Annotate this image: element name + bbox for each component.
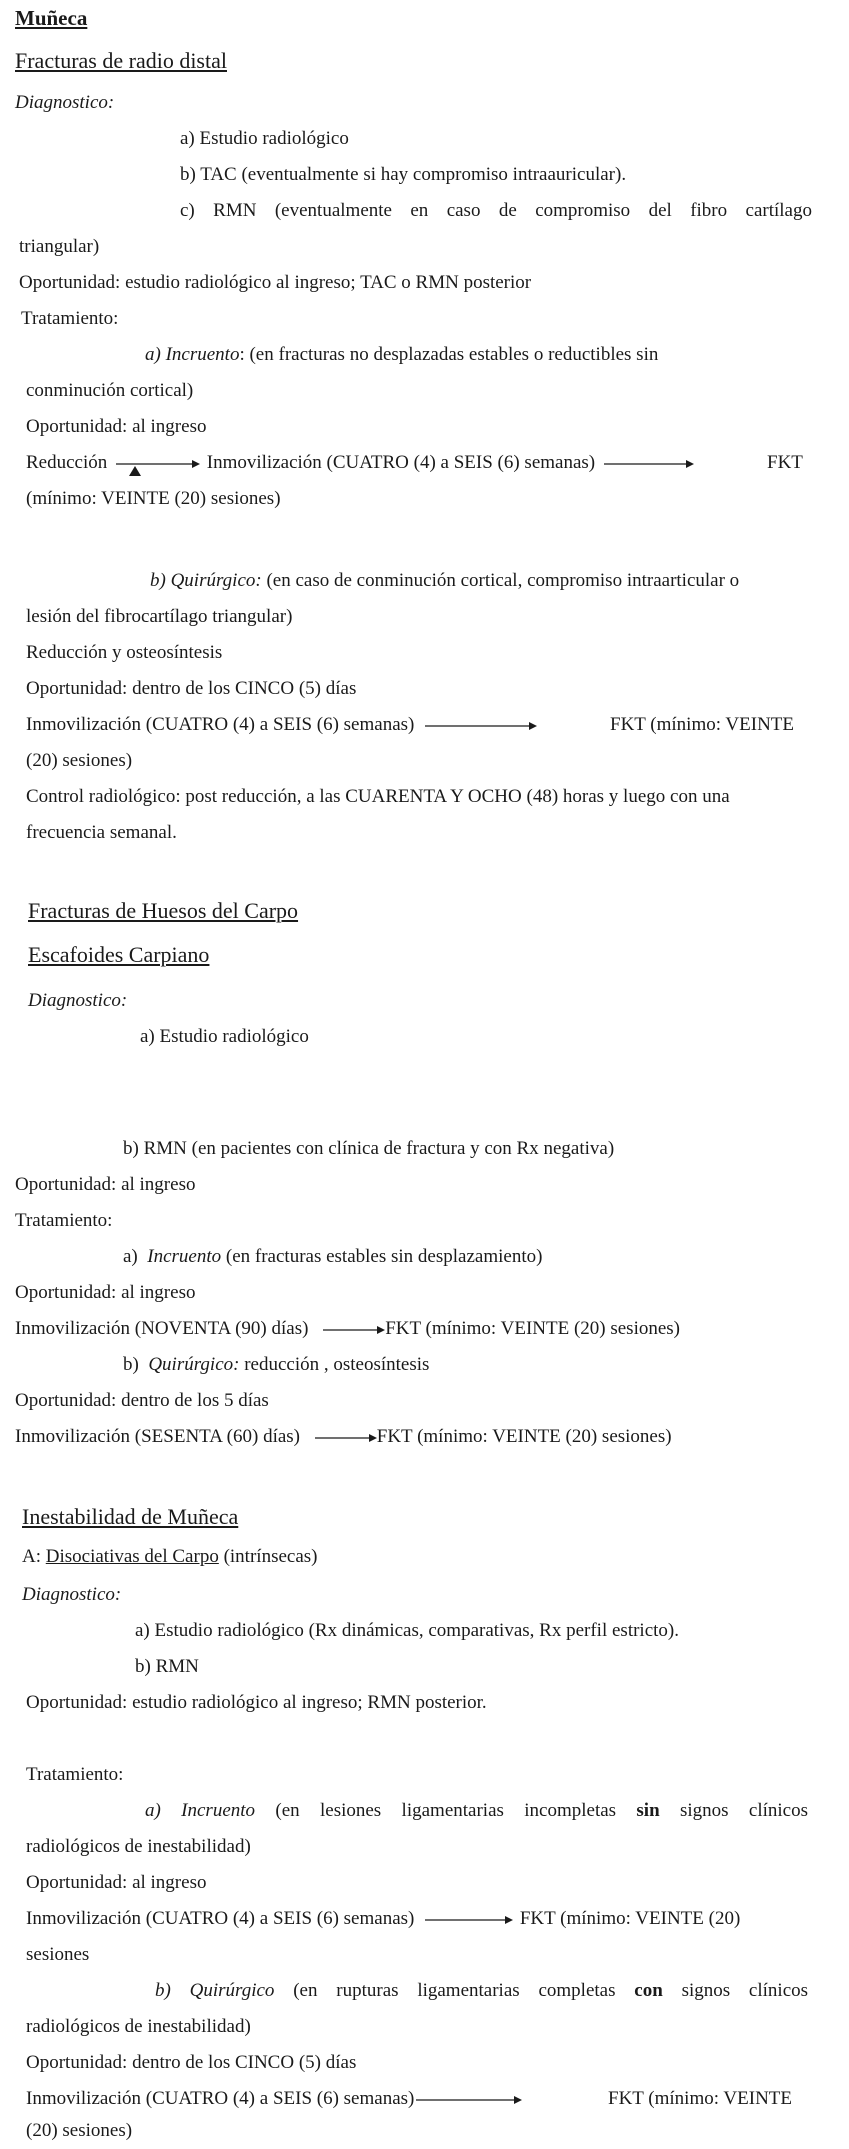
treatment-a-line [145,342,812,368]
treatment-a-oportunidad: Oportunidad: al ingreso [26,1872,207,1893]
treatment-b-text-cont: lesión del fibrocartílago triangular) [26,606,293,627]
treatment-a-label: Incruento [147,1246,222,1267]
oportunidad-text: Oportunidad: estudio radiológico al ingreso; TAC o RMN posterior [19,272,532,293]
flow-step-inmovilizacion: Inmovilización (CUATRO (4) a SEIS (6) semanas) [26,714,415,735]
treatment-b-oportunidad: Oportunidad: dentro de los 5 días [15,1390,269,1411]
treatment-a-text-cont: radiológicos de inestabilidad) [26,1836,251,1857]
treatment-b-line [150,568,810,594]
treatment-a-flow [15,1316,680,1342]
flow-sesiones: (mínimo: VEINTE (20) sesiones) [26,488,281,509]
flow-step-inmovilizacion: Inmovilización (SESENTA (60) días) [15,1426,301,1447]
control-radiologico-cont: frecuencia semanal. [26,822,177,843]
treatment-a-flow [26,450,696,476]
treatment-b-text: (en caso de conminución cortical, compromiso intraarticular o [266,570,740,591]
page-title: Muñeca [15,6,88,30]
arrow-icon [414,2093,524,2107]
treatment-b-oportunidad: Oportunidad: dentro de los CINCO (5) días [26,678,357,699]
diagnostico-label: Diagnostico: [28,990,128,1011]
flow-step-inmovilizacion: Inmovilización (NOVENTA (90) días) [15,1318,309,1339]
treatment-a-label: a) Incruento [145,344,240,365]
treatment-b-label: b) Quirúrgico [155,1980,275,2001]
section-heading-huesos-carpo: Fracturas de Huesos del Carpo [28,898,299,923]
treatment-b-label: Quirúrgico: [148,1354,240,1375]
tratamiento-label: Tratamiento: [15,1210,113,1231]
arrow-icon [313,1323,385,1337]
treatment-a-text: (en fracturas estables sin desplazamiento) [225,1246,543,1267]
treatment-b-text-cont: radiológicos de inestabilidad) [26,2016,251,2037]
oportunidad-text: Oportunidad: estudio radiológico al ingreso; RMN posterior. [26,1692,487,1713]
section-heading-radio-distal: Fracturas de radio distal [15,48,227,73]
subheading-escafoides: Escafoides Carpiano [28,942,210,967]
treatment-a-oportunidad: Oportunidad: al ingreso [26,416,207,437]
diag-item-b: b) RMN [135,1656,199,1677]
arrow-icon [419,719,539,733]
treatment-a-line: a) Incruento (en fracturas estables sin desplazamiento) [123,1246,543,1267]
subheading-disociativas: A: Disociativas del Carpo (intrínsecas) [22,1546,318,1567]
diagnostico-label: Diagnostico: [22,1584,122,1605]
treatment-a-line: a) Incruento (en lesiones ligamentarias incompletas sin signos clínicos [145,1800,808,1821]
flow-step-fkt: FKT (mínimo: VEINTE (20) sesiones) [376,1426,672,1447]
treatment-a-text: : (en fracturas no desplazadas estables o reductibles sin [239,344,659,365]
treatment-a-label: a) Incruento [145,1800,256,1821]
tratamiento-label: Tratamiento: [26,1764,124,1785]
flow-sesiones: (20) sesiones) [26,750,133,771]
control-radiologico: Control radiológico: post reducción, a las CUARENTA Y OCHO (48) horas y luego con una [26,786,730,807]
diag-item-a: a) Estudio radiológico [180,128,349,149]
diag-item-b: b) RMN (en pacientes con clínica de fractura y con Rx negativa) [123,1138,615,1159]
diag-item-c-cont: triangular) [19,236,100,257]
arrow-icon [600,457,696,471]
treatment-a-text-cont: conminución cortical) [26,380,194,401]
flow-step-fkt: FKT (mínimo: VEINTE (20) [519,1908,741,1929]
flow-step-reduccion: Reducción [26,452,108,473]
treatment-b-line: b) Quirúrgico: reducción , osteosíntesis [123,1354,430,1375]
diag-item-a: a) Estudio radiológico (Rx dinámicas, comparativas, Rx perfil estricto). [135,1620,679,1641]
flow-step-fkt: FKT [767,452,803,473]
treatment-b-label: b) Quirúrgico: [150,570,262,591]
treatment-b-flow [26,2086,524,2112]
treatment-b-reduccion: Reducción y osteosíntesis [26,642,223,663]
treatment-a-flow [26,1906,740,1932]
caret-mark-icon [128,466,142,478]
treatment-b-line: b) Quirúrgico (en rupturas ligamentarias completas con signos clínicos [155,1980,809,2001]
flow-step-inmovilizacion: Inmovilización (CUATRO (4) a SEIS (6) semanas) [206,452,596,473]
arrow-icon [112,457,202,471]
arrow-icon [419,1913,515,1927]
treatment-b-flow [26,712,539,738]
diag-item-a: a) Estudio radiológico [140,1026,309,1047]
diag-item-b: b) TAC (eventualmente si hay compromiso intraauricular). [180,164,627,185]
flow-sesiones: sesiones [26,1944,90,1965]
flow-step-inmovilizacion: Inmovilización (CUATRO (4) a SEIS (6) semanas) [26,2088,415,2109]
treatment-b-text: reducción , osteosíntesis [244,1354,430,1375]
flow-step-fkt: FKT (mínimo: VEINTE (20) sesiones) [385,1318,681,1339]
diag-item-c: c) RMN (eventualmente en caso de compromiso del fibro cartílago [180,200,812,221]
oportunidad-text: Oportunidad: al ingreso [15,1174,196,1195]
section-heading-inestabilidad: Inestabilidad de Muñeca [22,1504,239,1529]
flow-step-fkt: FKT (mínimo: VEINTE [610,714,795,735]
arrow-icon [305,1431,377,1445]
treatment-a-oportunidad: Oportunidad: al ingreso [15,1282,196,1303]
tratamiento-label: Tratamiento: [21,308,119,329]
flow-step-fkt: FKT (mínimo: VEINTE [608,2088,793,2109]
treatment-b-flow [15,1424,672,1450]
flow-step-inmovilizacion: Inmovilización (CUATRO (4) a SEIS (6) semanas) [26,1908,415,1929]
diagnostico-label: Diagnostico: [15,92,115,113]
flow-sesiones: (20) sesiones) [26,2120,133,2141]
treatment-b-oportunidad: Oportunidad: dentro de los CINCO (5) días [26,2052,357,2073]
